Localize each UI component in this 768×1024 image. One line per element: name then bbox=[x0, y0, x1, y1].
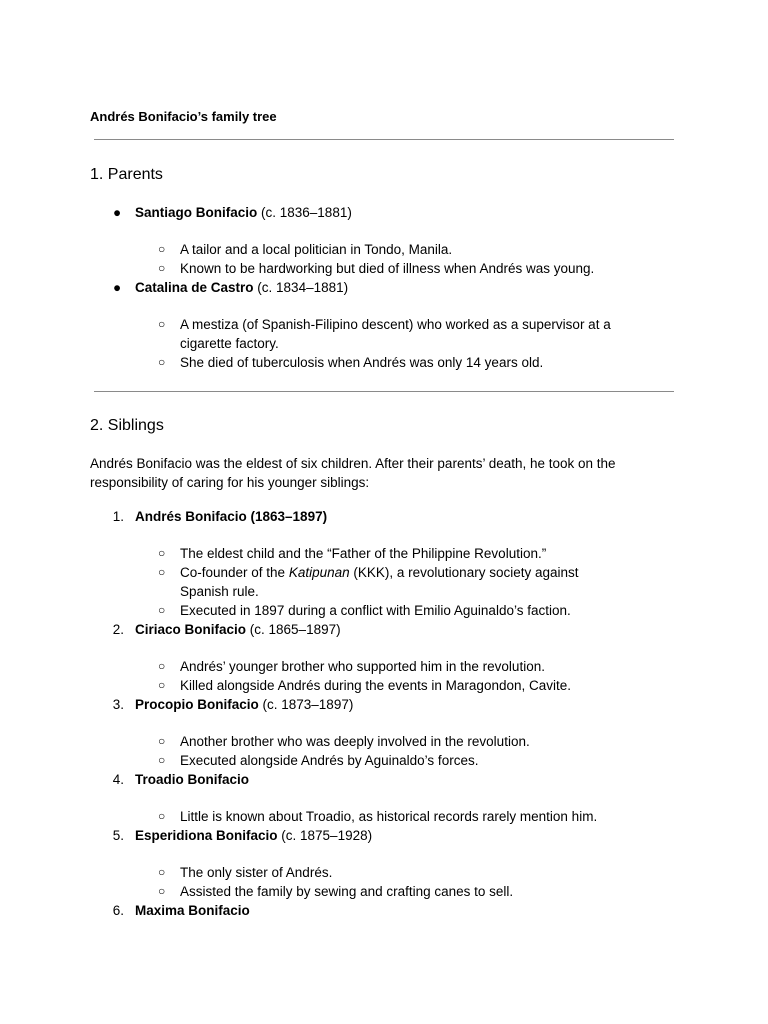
circle-bullet-icon: ○ bbox=[158, 317, 166, 331]
item-line bbox=[135, 826, 680, 845]
list-number: 2. bbox=[112, 622, 124, 637]
circle-bullet-icon: ○ bbox=[158, 884, 166, 898]
list-number: 5. bbox=[112, 828, 124, 843]
person-name: Maxima Bonifacio bbox=[135, 903, 250, 918]
circle-bullet-icon: ○ bbox=[158, 734, 166, 748]
detail-text: Executed alongside Andrés by Aguinaldo’s forces. bbox=[180, 753, 479, 768]
detail-text-part: (KKK), a revolutionary society against Spanish rule. bbox=[180, 565, 579, 599]
detail-text: Another brother who was deeply involved in the revolution. bbox=[180, 734, 530, 749]
document-page bbox=[90, 108, 680, 920]
detail-text: The only sister of Andrés. bbox=[180, 865, 333, 880]
person-name: Catalina de Castro bbox=[135, 280, 254, 295]
list-number: 1. bbox=[112, 509, 124, 524]
siblings-intro: Andrés Bonifacio was the eldest of six children. After their parents’ death, he took on the responsibility of caring for his younger siblings: bbox=[90, 456, 616, 490]
detail-list bbox=[135, 807, 680, 826]
detail-item bbox=[135, 563, 680, 601]
detail-text: A mestiza (of Spanish-Filipino descent) who worked as a supervisor at a cigarette factory. bbox=[180, 317, 611, 351]
horizontal-rule bbox=[94, 391, 674, 392]
detail-text: A tailor and a local politician in Tondo, Manila. bbox=[180, 242, 453, 257]
circle-bullet-icon: ○ bbox=[158, 603, 166, 617]
circle-bullet-icon: ○ bbox=[158, 865, 166, 879]
person-name: Andrés Bonifacio (1863–1897) bbox=[135, 509, 328, 524]
detail-text: Killed alongside Andrés during the events in Maragondon, Cavite. bbox=[180, 678, 571, 693]
item-line bbox=[135, 203, 680, 222]
list-number: 3. bbox=[112, 697, 124, 712]
detail-list bbox=[135, 544, 680, 620]
list-item bbox=[90, 507, 680, 620]
circle-bullet-icon: ○ bbox=[158, 242, 166, 256]
list-item bbox=[90, 278, 680, 372]
circle-bullet-icon: ○ bbox=[158, 546, 166, 560]
detail-text-emphasis: Katipunan bbox=[288, 565, 350, 580]
person-dates: (c. 1834–1881) bbox=[253, 280, 349, 295]
list-item bbox=[90, 620, 680, 695]
detail-list bbox=[135, 863, 680, 901]
detail-text: Little is known about Troadio, as historical records rarely mention him. bbox=[180, 809, 598, 824]
bullet-icon: ● bbox=[113, 205, 122, 220]
person-name: Santiago Bonifacio bbox=[135, 205, 258, 220]
list-item bbox=[90, 901, 680, 920]
list-number: 4. bbox=[112, 772, 124, 787]
document-title: Andrés Bonifacio’s family tree bbox=[90, 109, 277, 124]
detail-item bbox=[135, 807, 680, 826]
detail-item bbox=[135, 601, 680, 620]
item-line bbox=[135, 620, 680, 639]
detail-text: Executed in 1897 during a conflict with Emilio Aguinaldo’s faction. bbox=[180, 603, 571, 618]
detail-item bbox=[135, 676, 680, 695]
item-line bbox=[135, 507, 680, 526]
person-name: Ciriaco Bonifacio bbox=[135, 622, 247, 637]
detail-text: She died of tuberculosis when Andrés was only 14 years old. bbox=[180, 355, 544, 370]
section-heading-parents: 1. Parents bbox=[90, 166, 163, 183]
detail-item bbox=[135, 751, 680, 770]
list-item bbox=[90, 203, 680, 278]
list-number: 6. bbox=[112, 903, 124, 918]
person-dates: (c. 1873–1897) bbox=[258, 697, 354, 712]
circle-bullet-icon: ○ bbox=[158, 809, 166, 823]
circle-bullet-icon: ○ bbox=[158, 659, 166, 673]
circle-bullet-icon: ○ bbox=[158, 753, 166, 767]
detail-item bbox=[135, 882, 680, 901]
circle-bullet-icon: ○ bbox=[158, 565, 166, 579]
detail-item bbox=[135, 732, 680, 751]
item-line bbox=[135, 901, 680, 920]
detail-item bbox=[135, 315, 680, 353]
item-line bbox=[135, 278, 680, 297]
circle-bullet-icon: ○ bbox=[158, 355, 166, 369]
detail-list bbox=[135, 315, 680, 372]
siblings-list bbox=[90, 507, 680, 920]
list-item bbox=[90, 770, 680, 826]
detail-item bbox=[135, 657, 680, 676]
detail-text: Assisted the family by sewing and crafting canes to sell. bbox=[180, 884, 514, 899]
parents-list bbox=[90, 203, 680, 372]
bullet-icon: ● bbox=[113, 280, 122, 295]
person-dates: (c. 1836–1881) bbox=[257, 205, 352, 220]
detail-text-part: Co-founder of the bbox=[180, 565, 289, 580]
detail-item bbox=[135, 863, 680, 882]
circle-bullet-icon: ○ bbox=[158, 261, 166, 275]
list-item bbox=[90, 826, 680, 901]
list-item bbox=[90, 695, 680, 770]
detail-list bbox=[135, 732, 680, 770]
detail-list bbox=[135, 657, 680, 695]
detail-item bbox=[135, 353, 680, 372]
detail-text: The eldest child and the “Father of the Philippine Revolution.” bbox=[180, 546, 547, 561]
person-name: Troadio Bonifacio bbox=[135, 772, 250, 787]
detail-item bbox=[135, 544, 680, 563]
person-dates: (c. 1865–1897) bbox=[246, 622, 341, 637]
section-heading-siblings: 2. Siblings bbox=[90, 417, 164, 434]
detail-list bbox=[135, 240, 680, 278]
detail-item bbox=[135, 240, 680, 259]
horizontal-rule bbox=[94, 139, 674, 140]
detail-item bbox=[135, 259, 680, 278]
item-line bbox=[135, 695, 680, 714]
circle-bullet-icon: ○ bbox=[158, 678, 166, 692]
person-name: Procopio Bonifacio bbox=[135, 697, 259, 712]
person-name: Esperidiona Bonifacio bbox=[135, 828, 278, 843]
item-line bbox=[135, 770, 680, 789]
detail-text bbox=[180, 563, 625, 601]
detail-text: Andrés’ younger brother who supported him in the revolution. bbox=[180, 659, 545, 674]
person-dates: (c. 1875–1928) bbox=[277, 828, 373, 843]
detail-text: Known to be hardworking but died of illness when Andrés was young. bbox=[180, 261, 595, 276]
